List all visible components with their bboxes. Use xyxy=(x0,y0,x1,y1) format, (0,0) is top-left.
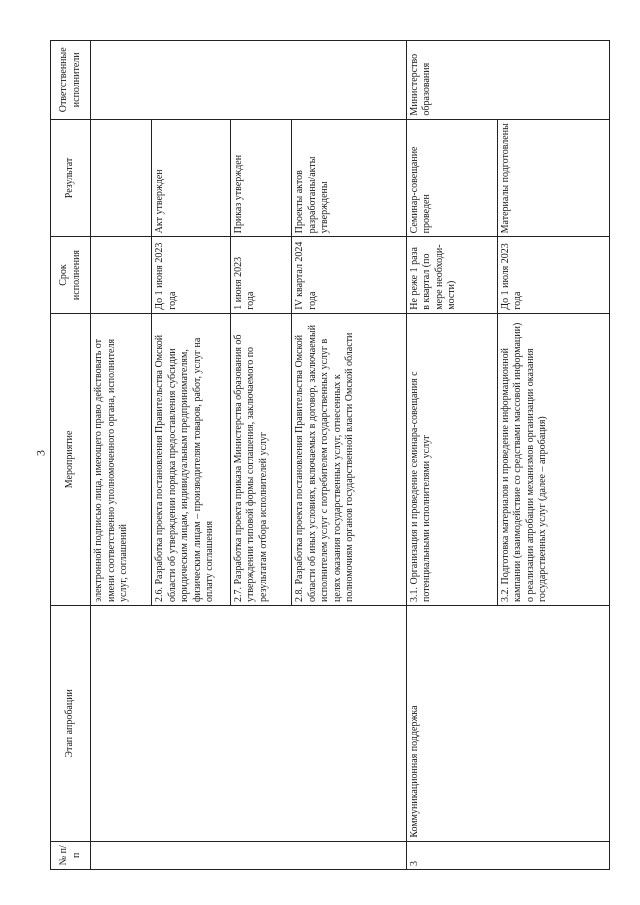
cell-result: Семинар-совещание проведен xyxy=(406,119,497,237)
header-term: Срок исполнения xyxy=(51,237,91,313)
cell-stage xyxy=(91,606,407,842)
cell-event: 2.8. Разработка проекта постановления Правительства Омской области об иных условиях, включаемых в договор, заключаемый исполнителем услуг с потребителем государственных услуг в целях оказания государственных услуг, отнесенных к полномочиям органов государственной власти Омской области xyxy=(292,313,406,605)
cell-event: 2.7. Разработка проекта приказа Министерства образования об утверждении типовой формы соглашения, заключаемого по результатам отбора исполнителей услуг xyxy=(230,313,291,605)
header-stage: Этап апробации xyxy=(51,606,91,842)
header-result: Результат xyxy=(51,119,91,237)
header-event: Мероприятие xyxy=(51,313,91,605)
plan-table xyxy=(50,40,610,870)
cell-event: 3.2. Подготовка материалов и проведение информационной кампании (взаимодействие со средствами массовой информации) о реализации апробации механизмов организации оказания государственных услуг (далее – апробация) xyxy=(497,313,609,605)
cell-num xyxy=(91,841,407,869)
cell-responsible: Министерство образования xyxy=(406,41,609,120)
cell-result xyxy=(91,119,152,237)
cell-term: Не реже 1 раза в квартал (по мере необходи-мости) xyxy=(406,237,497,313)
cell-event: 2.6. Разработка проекта постановления Правительства Омской области об утверждении порядка предоставления субсидии юридическим лицам, индивидуальным предпринимателям, физическим лицам – производителям товаров, работ, услуг на оплату соглашения xyxy=(152,313,230,605)
page-number: 3 xyxy=(33,450,48,456)
cell-term: 1 июня 2023 года xyxy=(230,237,291,313)
cell-result: Материалы подготовлены xyxy=(497,119,609,237)
cell-result: Приказ утвержден xyxy=(230,119,291,237)
cell-stage: Коммуникационная поддержка xyxy=(406,606,609,842)
cell-responsible xyxy=(91,41,407,120)
table-row xyxy=(406,41,497,870)
table-header-row xyxy=(51,41,91,870)
rotated-content xyxy=(50,40,610,870)
cell-event: электронной подписью лица, имеющего право действовать от имени соответственно уполномоченного органа, исполнителя услуг, соглашений xyxy=(91,313,152,605)
rotated-page-frame xyxy=(50,40,610,870)
cell-result: Проекты актов разработаны/акты утверждены xyxy=(292,119,406,237)
header-responsible: Ответственные исполнители xyxy=(51,41,91,120)
cell-term: До 1 июля 2023 года xyxy=(497,237,609,313)
cell-term: IV квартал 2024 года xyxy=(292,237,406,313)
cell-term: До 1 июня 2023 года xyxy=(152,237,230,313)
cell-term xyxy=(91,237,152,313)
table-row xyxy=(91,41,152,870)
header-num: № п/п xyxy=(51,841,91,869)
cell-num: 3 xyxy=(406,841,609,869)
cell-event: 3.1. Организация и проведение семинара-совещания с потенциальными исполнителями услуг xyxy=(406,313,497,605)
cell-result: Акт утвержден xyxy=(152,119,230,237)
